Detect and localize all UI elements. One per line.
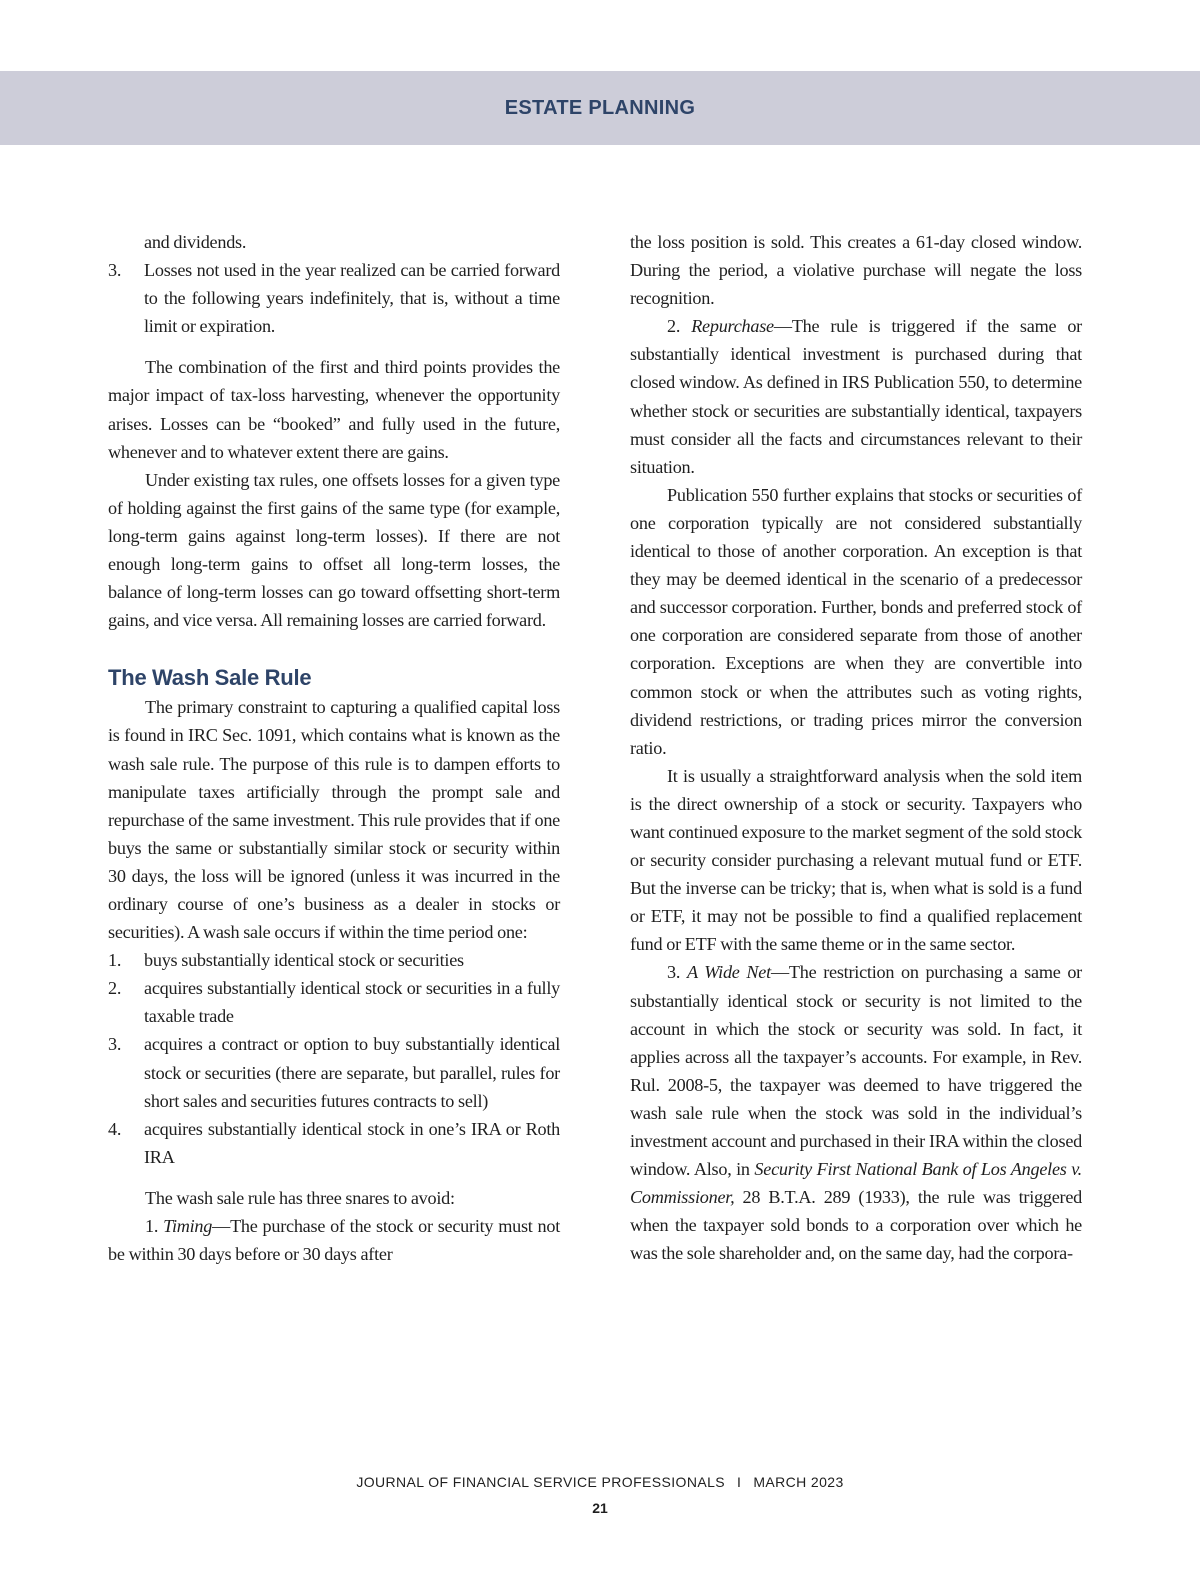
item-prefix: 2. — [667, 316, 692, 337]
footer-separator: I — [737, 1474, 742, 1490]
page-number: 21 — [592, 1500, 608, 1516]
paragraph — [630, 958, 1082, 1267]
item-term: Timing — [163, 1216, 213, 1236]
list-text: acquires substantially identical stock in one’s IRA or Roth IRA — [144, 1118, 560, 1167]
list-item — [108, 256, 560, 340]
item-body: —The rule is triggered if the same or substantially identical investment is purchased during that closed window. As defined in IRS Publication 550, to determine whether stock or securities are substantially identical, taxpayers must consider all the facts and circumstances relevant to their situation. — [630, 316, 1082, 477]
list-text: acquires a contract or option to buy substantially identical stock or securities (there are separate, but parallel, rules for short sales and securities futures contracts to sell) — [144, 1034, 560, 1111]
paragraph: Publication 550 further explains that stocks or securities of one corporation typically are not considered substantially identical to those of another corporation. An exception is that they may be deemed identical in the scenario of a predecessor and successor corporation. Further, bonds and preferred stock of one corporation are considered separate from those of another corporation. Exceptions are when they are convertible into common stock or when the attributes such as voting rights, dividend restrictions, or trading prices mirror the conversion ratio. — [630, 484, 1082, 758]
paragraph: It is usually a straightforward analysis when the sold item is the direct ownership of a stock or security. Taxpayers who want continued exposure to the market segment of the sold stock or security consider purchasing a relevant mutual fund or ETF. But the inverse can be tricky; that is, when what is sold is a fund or ETF, it may not be possible to find a qualified replacement fund or ETF with the same theme or in the same sector. — [630, 765, 1082, 955]
section-header-banner — [0, 71, 1200, 145]
paragraph: the loss position is sold. This creates a 61-day closed window. During the period, a violative purchase will negate the loss recognition. — [630, 232, 1082, 309]
section-title: ESTATE PLANNING — [504, 96, 696, 119]
item-body-end: 28 B.T.A. 289 (1933), the rule was triggered when the taxpayer sold bonds to a corporation over which he was the sole shareholder and, on the same day, had the corpora- — [630, 1187, 1082, 1264]
list-number: 4. — [108, 1118, 122, 1139]
list-text: Losses not used in the year realized can be carried forward to the following years indefinitely, that is, without a time limit or expiration. — [144, 260, 560, 337]
case-citation: Security First National Bank of Los Angeles v. Commissioner, — [630, 1159, 1082, 1208]
list-continuation: and dividends. — [144, 232, 247, 252]
list-text: acquires substantially identical stock or securities in a fully taxable trade — [144, 978, 560, 1027]
item-term: A Wide Net — [686, 962, 771, 983]
list-number: 2. — [108, 978, 122, 999]
item-body: —The purchase of the stock or security must not be within 30 days before or 30 days after — [108, 1216, 560, 1265]
item-body: —The restriction on purchasing a same or substantially identical stock or security is not limited to the account in which the stock or security was sold. In fact, it applies across all the taxpayer’s accounts. For example, in Rev. Rul. 2008-5, the taxpayer was deemed to have triggered the wash sale rule when the stock was sold in the individual’s investment account and purchased in their IRA within the closed window. Also, in — [630, 962, 1082, 1180]
paragraph — [630, 312, 1082, 481]
list-item — [108, 1030, 560, 1114]
paragraph: The wash sale rule has three snares to avoid: — [145, 1187, 455, 1208]
section-heading: The Wash Sale Rule — [108, 665, 312, 691]
list-number: 3. — [108, 260, 122, 281]
item-term: Repurchase — [691, 316, 774, 337]
issue-date: MARCH 2023 — [753, 1474, 844, 1490]
list-text: buys substantially identical stock or securities — [144, 950, 464, 971]
item-prefix: 1. — [145, 1216, 164, 1236]
list-number: 1. — [108, 950, 122, 971]
paragraph — [108, 1212, 560, 1268]
list-item — [108, 946, 560, 974]
list-item — [108, 974, 560, 1030]
list-item — [108, 1115, 560, 1171]
paragraph: The combination of the first and third points provides the major impact of tax-loss harvesting, whenever the opportunity arises. Losses can be “booked” and fully used in the future, whenever and to whatever extent there are gains. — [108, 357, 560, 462]
paragraph: The primary constraint to capturing a qualified capital loss is found in IRC Sec. 1091, which contains what is known as the wash sale rule. The purpose of this rule is to dampen efforts to manipulate taxes artificially through the prompt sale and repurchase of the same investment. This rule provides that if one buys the same or substantially similar stock or security within 30 days, the loss will be ignored (unless it was incurred in the ordinary course of one’s business as a dealer in stocks or securities). A wash sale occurs if within the time period one: — [108, 697, 560, 943]
right-column — [630, 228, 1082, 1267]
item-prefix: 3. — [667, 962, 687, 983]
journal-name: JOURNAL OF FINANCIAL SERVICE PROFESSIONALS — [356, 1474, 726, 1490]
paragraph: Under existing tax rules, one offsets losses for a given type of holding against the first gains of the same type (for example, long-term gains against long-term losses). If there are not enough long-term gains to offset all long-term losses, the balance of long-term losses can go toward offsetting short-term gains, and vice versa. All remaining losses are carried forward. — [108, 469, 560, 631]
list-number: 3. — [108, 1034, 122, 1055]
footer — [0, 1474, 1200, 1490]
left-column — [108, 228, 560, 1268]
